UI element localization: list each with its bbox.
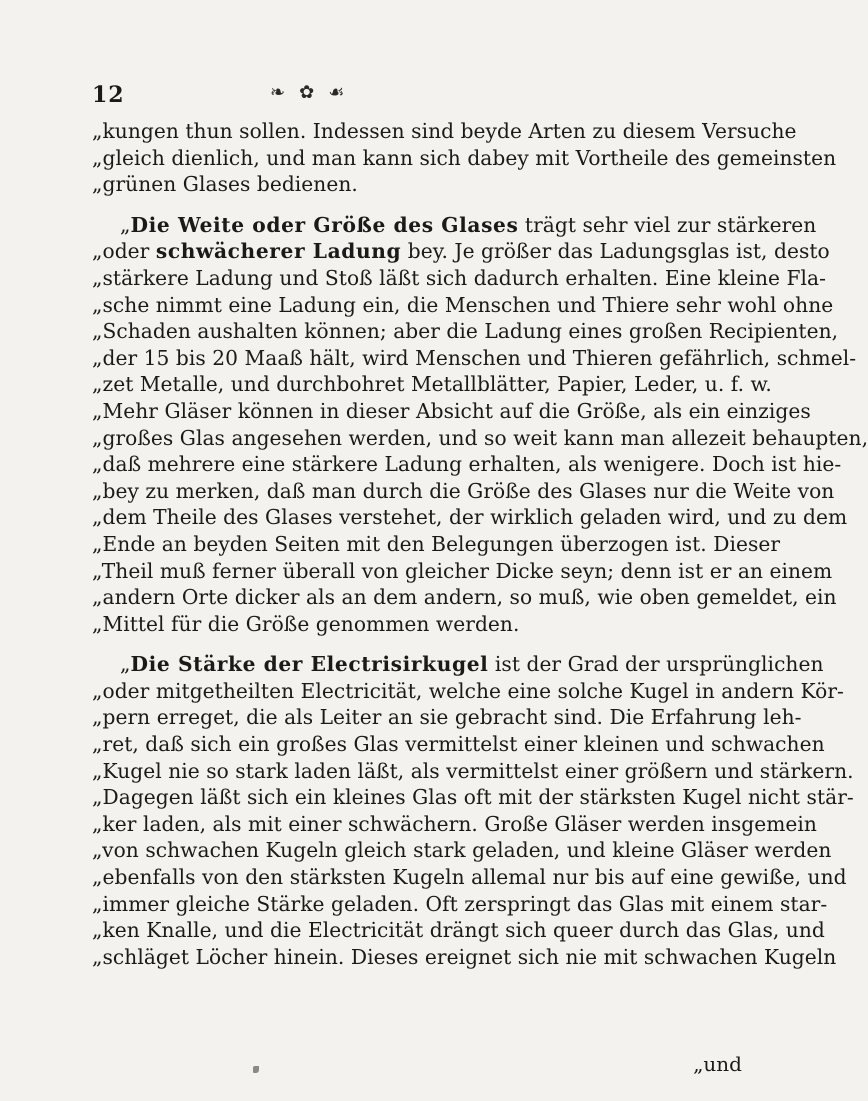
ornament-flower-icon: ✿ bbox=[299, 82, 315, 103]
text-line: „dem Theile des Glases verstehet, der wirklich geladen wird, und zu dem bbox=[92, 505, 848, 530]
text-line: „daß mehrere eine stärkere Ladung erhalten, als wenigere. Doch ist hie- bbox=[92, 452, 842, 477]
text-line: „oder mitgetheilten Electricität, welche eine solche Kugel in andern Kör- bbox=[92, 678, 844, 703]
text-line: „ken Knalle, und die Electricität drängt sich queer durch das Glas, und bbox=[92, 918, 825, 943]
text-line: „andern Orte dicker als an dem andern, so muß, wie oben gemeldet, ein bbox=[92, 585, 837, 610]
text-line: „Ende an beyden Seiten mit den Belegungen überzogen ist. Dieser bbox=[92, 531, 781, 556]
ink-blemish bbox=[253, 1066, 259, 1073]
ornament-leaf-icon: ❧ bbox=[270, 82, 286, 103]
text-line: „Dagegen läßt sich ein kleines Glas oft mit der stärksten Kugel nicht stär- bbox=[92, 785, 854, 810]
text-line bbox=[92, 212, 817, 239]
text-line: „ebenfalls von den stärksten Kugeln allemal nur bis auf eine gewiße, und bbox=[92, 865, 847, 890]
text-line: „zet Metalle, und durchbohret Metallblätter, Papier, Leder, u. f. w. bbox=[92, 372, 772, 397]
text-line: „grünen Glases bedienen. bbox=[92, 172, 358, 197]
paragraph bbox=[92, 212, 868, 638]
paragraph bbox=[92, 118, 837, 198]
text-line bbox=[92, 651, 824, 678]
line-lead: „ bbox=[120, 652, 131, 677]
text-line: „Schaden aushalten können; aber die Ladung eines großen Recipienten, bbox=[92, 319, 839, 344]
emphasized-term: Die Stärke der Electrisirkugel bbox=[130, 652, 489, 677]
catchword: „und bbox=[693, 1052, 742, 1076]
ornament-leaf-reverse-icon: ☙ bbox=[328, 82, 345, 103]
body-text bbox=[92, 118, 868, 984]
text-line: „immer gleiche Stärke geladen. Oft zerspringt das Glas mit einem star- bbox=[92, 891, 828, 916]
text-line: „bey zu merken, daß man durch die Größe des Glases nur die Weite von bbox=[92, 478, 835, 503]
emphasized-term: Die Weite oder Größe des Glases bbox=[130, 212, 519, 237]
text-line: „Mittel für die Größe genommen werden. bbox=[92, 611, 520, 636]
emphasized-term: schwächerer Ladung bbox=[155, 239, 402, 264]
text-line bbox=[92, 238, 830, 265]
line-lead: „ bbox=[120, 212, 131, 237]
text-line: „Mehr Gläser können in dieser Absicht auf die Größe, als ein einziges bbox=[92, 398, 811, 423]
text-line: „stärkere Ladung und Stoß läßt sich dadurch erhalten. Eine kleine Fla- bbox=[92, 265, 826, 290]
text-line: „kungen thun sollen. Indessen sind beyde Arten zu diesem Versuche bbox=[92, 119, 797, 143]
text-line: „gleich dienlich, und man kann sich dabey mit Vortheile des gemeinsten bbox=[92, 145, 837, 170]
text-line: „sche nimmt eine Ladung ein, die Menschen und Thiere sehr wohl ohne bbox=[92, 292, 834, 317]
line-tail: bey. Je größer das Ladungsglas ist, desto bbox=[401, 239, 830, 264]
paragraph bbox=[92, 651, 854, 970]
header-ornament bbox=[270, 82, 344, 103]
text-line: „der 15 bis 20 Maaß hält, wird Menschen und Thieren gefährlich, schmel- bbox=[92, 345, 857, 370]
text-line: „ker laden, als mit einer schwächern. Große Gläser werden insgemein bbox=[92, 811, 817, 836]
text-line: „pern erreget, die als Leiter an sie gebracht sind. Die Erfahrung leh- bbox=[92, 705, 802, 730]
text-line: „schläget Löcher hinein. Dieses ereignet sich nie mit schwachen Kugeln bbox=[92, 944, 837, 969]
page-number: 12 bbox=[92, 82, 125, 108]
text-line: „Kugel nie so stark laden läßt, als vermittelst einer größern und stärkern. bbox=[92, 758, 854, 783]
text-line: „von schwachen Kugeln gleich stark geladen, und kleine Gläser werden bbox=[92, 838, 832, 863]
line-tail: ist der Grad der ursprünglichen bbox=[488, 652, 824, 677]
text-line: „großes Glas angesehen werden, und so weit kann man allezeit behaupten, bbox=[92, 425, 868, 450]
line-lead: „oder bbox=[92, 239, 156, 264]
text-line: „ret, daß sich ein großes Glas vermittelst einer kleinen und schwachen bbox=[92, 732, 825, 757]
text-line: „Theil muß ferner überall von gleicher Dicke seyn; denn ist er an einem bbox=[92, 558, 833, 583]
line-tail: trägt sehr viel zur stärkeren bbox=[518, 212, 817, 237]
page-header bbox=[92, 82, 732, 112]
